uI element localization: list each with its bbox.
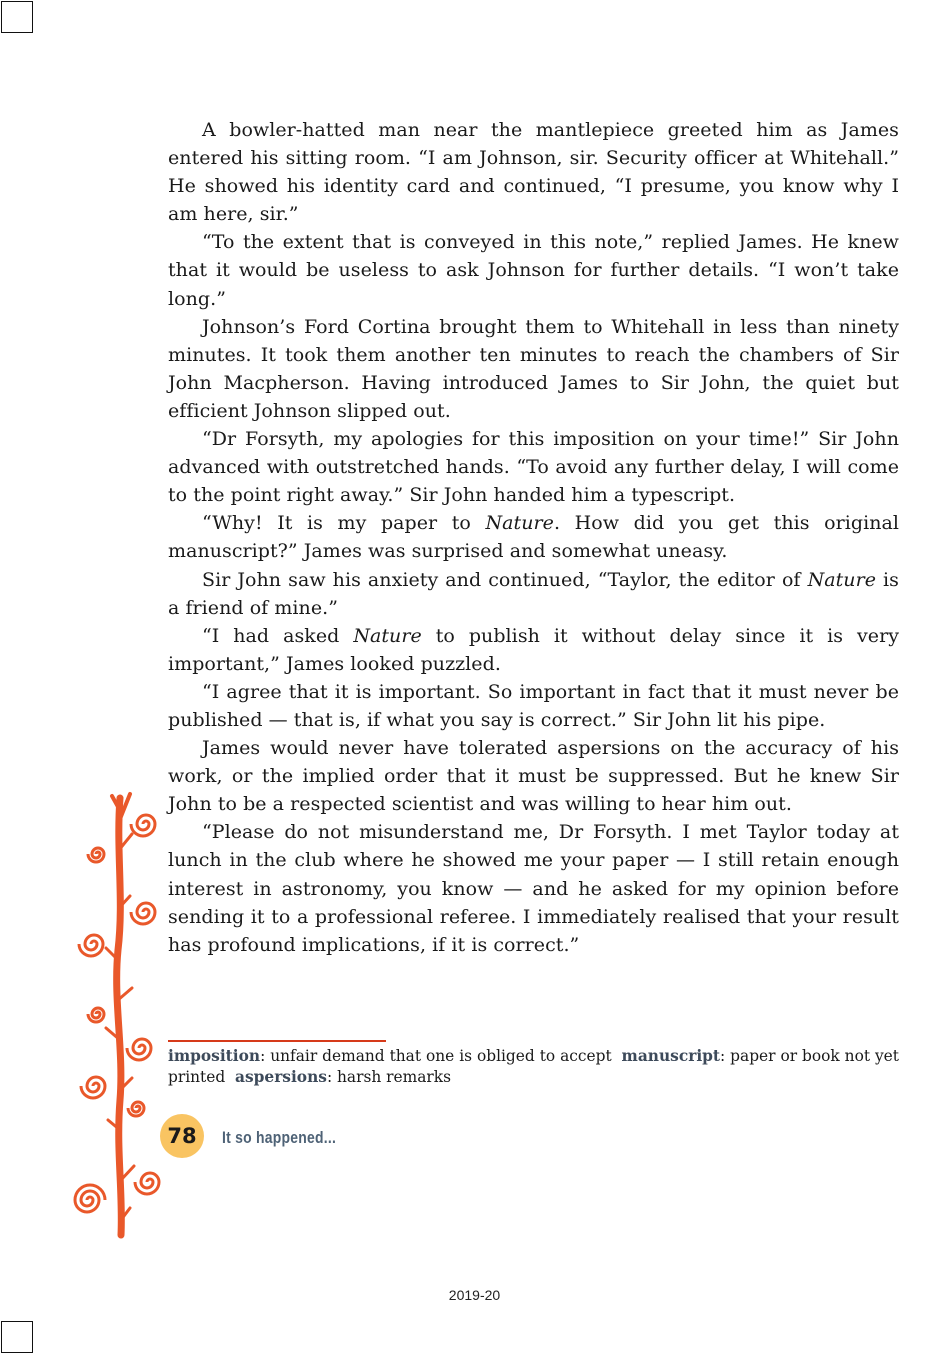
crop-mark-bottom-left — [1, 1321, 33, 1353]
page-number: 78 — [167, 1124, 197, 1148]
running-head: It so happened... — [222, 1128, 337, 1147]
paragraph — [168, 622, 899, 678]
glossary-term: imposition — [168, 1047, 261, 1065]
page-number-badge — [160, 1114, 204, 1158]
paragraph-text: “Please do not misunderstand me, Dr Forsyth. I met Taylor today at lunch in the club where he showed me your paper — I still retain enough interest in astronomy, you know — and he asked for my opinion before sending it to a professional referee. I immediately realised that your result has profound implications, if it is correct.” — [168, 821, 899, 956]
paragraph-text: A bowler-hatted man near the mantlepiece greeted him as James entered his sitting room. “I am Johnson, sir. Security officer at Whitehall.” He showed his identity card and continued, “I presume, you know why I am here, sir.” — [168, 119, 899, 226]
paragraph-text: Johnson’s Ford Cortina brought them to Whitehall in less than ninety minutes. It took them another ten minutes to reach the chambers of Sir John Macpherson. Having introduced James to Sir John, the quiet but efficient Johnson slipped out. — [168, 315, 899, 422]
paragraph-text: Sir John saw his anxiety and continued, “Taylor, the editor of — [202, 568, 808, 591]
paragraph — [168, 818, 899, 958]
paragraph — [168, 228, 899, 312]
paragraph-text: “I agree that it is important. So important in fact that it must never be published — that is, if what you say is correct.” Sir John lit his pipe. — [168, 680, 899, 731]
decorative-vine-illustration — [60, 790, 180, 1240]
paragraph-text: “I had asked — [202, 624, 354, 647]
paragraph-text: is a friend of mine.” — [168, 568, 899, 619]
paragraph — [168, 313, 899, 425]
paragraph — [168, 116, 899, 228]
italic-title: Nature — [807, 568, 877, 591]
paragraph-text: . How did you get this original manuscript?” James was surprised and somewhat uneasy. — [168, 512, 899, 563]
glossary-definition: : paper or book not yet printed — [168, 1047, 899, 1086]
glossary-footnote — [168, 1046, 899, 1088]
paragraph — [168, 425, 899, 509]
paragraph-text: “Dr Forsyth, my apologies for this imposition on your time!” Sir John advanced with outstretched hands. “To avoid any further delay, I will come to the point right away.” Sir John handed him a typescript. — [168, 428, 899, 507]
paragraph-text: “To the extent that is conveyed in this note,” replied James. He knew that it would be useless to ask Johnson for further details. “I won’t take long.” — [168, 231, 899, 310]
glossary-definition: : harsh remarks — [326, 1068, 451, 1086]
glossary-term: aspersions — [235, 1068, 327, 1086]
paragraph — [168, 509, 899, 565]
edition-year: 2019-20 — [448, 1287, 501, 1303]
glossary-definition: : unfair demand that one is obliged to accept — [260, 1047, 612, 1065]
paragraph — [168, 566, 899, 622]
paragraph-text: James would never have tolerated aspersions on the accuracy of his work, or the implied order that it must be suppressed. But he knew Sir John to be a respected scientist and was willing to hear him out. — [168, 737, 899, 816]
italic-title: Nature — [353, 624, 422, 647]
italic-title: Nature — [485, 512, 554, 535]
paragraph — [168, 678, 899, 734]
footnote-divider — [168, 1040, 386, 1042]
paragraph — [168, 734, 899, 818]
paragraph-text: to publish it without delay since it is very important,” James looked puzzled. — [168, 624, 899, 675]
paragraph-text: “Why! It is my paper to — [202, 512, 486, 535]
glossary-term: manuscript — [621, 1047, 721, 1065]
crop-mark-top-left — [1, 1, 33, 33]
body-text — [168, 116, 899, 959]
